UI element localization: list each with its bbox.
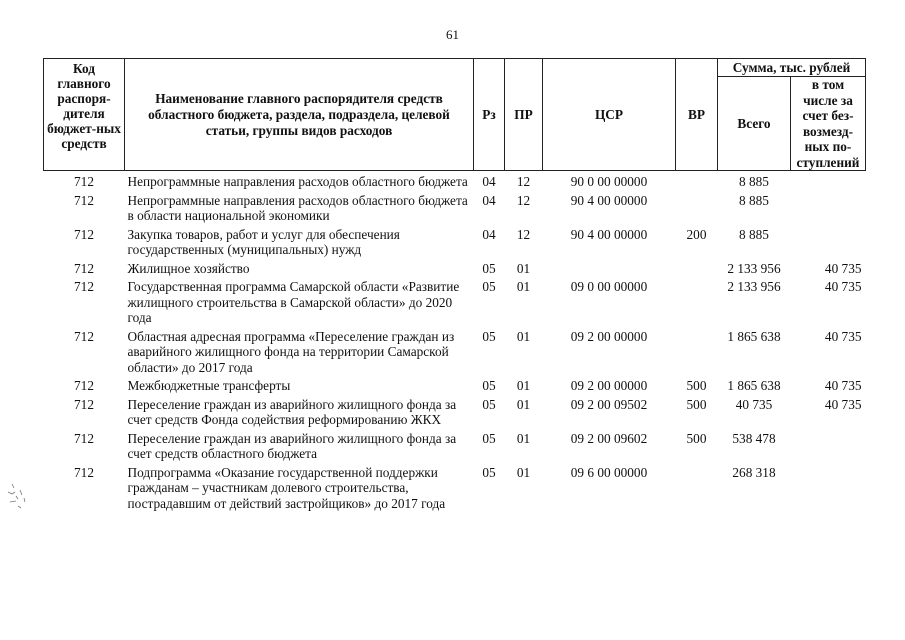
cell-name: Закупка товаров, работ и услуг для обеспечения государственных (муниципальных) нужд bbox=[127, 226, 400, 257]
cell-csr: 09 2 00 09502 bbox=[570, 396, 648, 412]
cell-vr: 200 bbox=[686, 226, 707, 242]
cell-csr bbox=[543, 260, 676, 279]
cell-code: 712 bbox=[74, 328, 94, 344]
cell-code: 712 bbox=[74, 396, 94, 412]
cell-code: 712 bbox=[74, 464, 94, 480]
cell-total: 2 133 956 bbox=[727, 260, 781, 276]
cell-total: 2 133 956 bbox=[727, 279, 781, 294]
table-header bbox=[44, 59, 866, 171]
header-name: Наименование главного распорядителя средств областного бюджета, раздела, подраздела, целевой статьи, группы видов расходов bbox=[125, 59, 474, 171]
cell-free-receipts bbox=[791, 226, 866, 260]
cell-free-receipts: 40 735 bbox=[824, 328, 862, 344]
cell-total: 8 885 bbox=[739, 174, 769, 189]
cell-total: 538 478 bbox=[732, 430, 776, 446]
table-row bbox=[44, 192, 866, 226]
cell-vr bbox=[676, 171, 718, 192]
cell-rz: 05 bbox=[482, 396, 496, 412]
cell-rz: 05 bbox=[482, 464, 496, 480]
cell-total: 268 318 bbox=[732, 464, 776, 480]
budget-table bbox=[43, 58, 866, 513]
cell-rz: 05 bbox=[482, 430, 496, 446]
cell-code: 712 bbox=[74, 378, 94, 393]
cell-pr: 12 bbox=[516, 192, 531, 208]
cell-free-receipts: 40 735 bbox=[824, 378, 862, 393]
cell-pr: 01 bbox=[516, 279, 531, 294]
cell-free-receipts: 40 735 bbox=[824, 279, 862, 294]
cell-pr: 01 bbox=[516, 430, 531, 446]
table-row bbox=[44, 328, 866, 378]
cell-pr: 01 bbox=[516, 260, 531, 276]
cell-total: 8 885 bbox=[739, 192, 769, 208]
cell-free-receipts: 40 735 bbox=[824, 396, 862, 412]
cell-vr: 500 bbox=[686, 430, 707, 446]
table-row bbox=[44, 171, 866, 192]
cell-vr bbox=[676, 278, 718, 328]
table-row bbox=[44, 377, 866, 396]
cell-csr: 90 4 00 00000 bbox=[570, 226, 648, 242]
cell-vr: 500 bbox=[686, 378, 707, 393]
cell-csr: 09 0 00 00000 bbox=[570, 279, 648, 294]
cell-code: 712 bbox=[74, 430, 94, 446]
table-row bbox=[44, 464, 866, 514]
cell-name: Непрограммные направления расходов областного бюджета в области национальной экономики bbox=[127, 192, 468, 223]
cell-rz: 05 bbox=[482, 260, 496, 276]
cell-code: 712 bbox=[74, 192, 94, 208]
cell-free-receipts bbox=[791, 171, 866, 192]
cell-free-receipts: 40 735 bbox=[824, 260, 862, 276]
cell-total: 40 735 bbox=[735, 396, 773, 412]
cell-rz: 04 bbox=[482, 174, 496, 189]
cell-name: Областная адресная программа «Переселение граждан из аварийного жилищного фонда на территории Самарской области» до 2017 года bbox=[127, 328, 455, 375]
cell-csr: 09 6 00 00000 bbox=[570, 464, 648, 480]
cell-name: Жилищное хозяйство bbox=[127, 260, 250, 276]
cell-pr: 01 bbox=[516, 396, 531, 412]
cell-total: 1 865 638 bbox=[727, 328, 781, 344]
cell-name: Подпрограмма «Оказание государственной поддержки гражданам – участникам долевого строительства, пострадавшим от действий застройщиков» до 2017 года bbox=[127, 464, 446, 511]
cell-csr: 90 4 00 00000 bbox=[570, 192, 648, 208]
cell-rz: 05 bbox=[482, 328, 496, 344]
cell-name: Непрограммные направления расходов областного бюджета bbox=[127, 174, 468, 189]
cell-vr bbox=[676, 328, 718, 378]
cell-csr: 90 0 00 00000 bbox=[570, 174, 648, 189]
cell-csr: 09 2 00 09602 bbox=[570, 430, 648, 446]
cell-rz: 04 bbox=[482, 226, 496, 242]
cell-rz: 05 bbox=[482, 378, 496, 393]
table-row bbox=[44, 430, 866, 464]
table-body bbox=[44, 171, 866, 514]
cell-name: Переселение граждан из аварийного жилищного фонда за счет средств областного бюджета bbox=[127, 430, 457, 461]
cell-vr: 500 bbox=[686, 396, 707, 412]
cell-name: Переселение граждан из аварийного жилищного фонда за счет средств Фонда содействия реформированию ЖКХ bbox=[127, 396, 457, 427]
cell-free-receipts bbox=[791, 192, 866, 226]
table-row bbox=[44, 226, 866, 260]
cell-rz: 04 bbox=[482, 192, 496, 208]
table-row bbox=[44, 396, 866, 430]
cell-code: 712 bbox=[74, 260, 94, 276]
header-pr: ПР bbox=[505, 59, 543, 171]
header-total: Всего bbox=[718, 77, 791, 171]
cell-code: 712 bbox=[74, 279, 94, 294]
cell-vr bbox=[676, 192, 718, 226]
table-row bbox=[44, 260, 866, 279]
cell-free-receipts bbox=[791, 430, 866, 464]
cell-free-receipts bbox=[791, 464, 866, 514]
cell-name: Государственная программа Самарской области «Развитие жилищного строительства в Самарской области» до 2020 года bbox=[127, 279, 460, 325]
cell-pr: 12 bbox=[516, 226, 531, 242]
cell-vr bbox=[676, 464, 718, 514]
cell-pr: 01 bbox=[516, 464, 531, 480]
cell-csr: 09 2 00 00000 bbox=[570, 328, 648, 344]
header-csr: ЦСР bbox=[543, 59, 676, 171]
header-code: Код главного распоря-дителя бюджет-ных средств bbox=[44, 59, 125, 171]
table-row bbox=[44, 278, 866, 328]
header-rz: Рз bbox=[474, 59, 505, 171]
cell-pr: 01 bbox=[516, 378, 531, 393]
cell-total: 8 885 bbox=[739, 226, 769, 242]
header-sum-group: Сумма, тыс. рублей bbox=[718, 59, 866, 77]
page-number: 61 bbox=[446, 27, 459, 42]
handwritten-scribble bbox=[2, 478, 42, 518]
cell-rz: 05 bbox=[482, 279, 496, 294]
cell-code: 712 bbox=[74, 174, 94, 189]
cell-pr: 12 bbox=[516, 174, 531, 189]
cell-vr bbox=[676, 260, 718, 279]
header-vr: ВР bbox=[676, 59, 718, 171]
cell-csr: 09 2 00 00000 bbox=[570, 378, 648, 393]
cell-total: 1 865 638 bbox=[727, 378, 781, 393]
header-free-receipts: в том числе за счет без-возмезд-ных по-ступлений bbox=[791, 77, 866, 171]
cell-pr: 01 bbox=[516, 328, 531, 344]
cell-name: Межбюджетные трансферты bbox=[127, 378, 291, 393]
cell-code: 712 bbox=[74, 226, 94, 242]
